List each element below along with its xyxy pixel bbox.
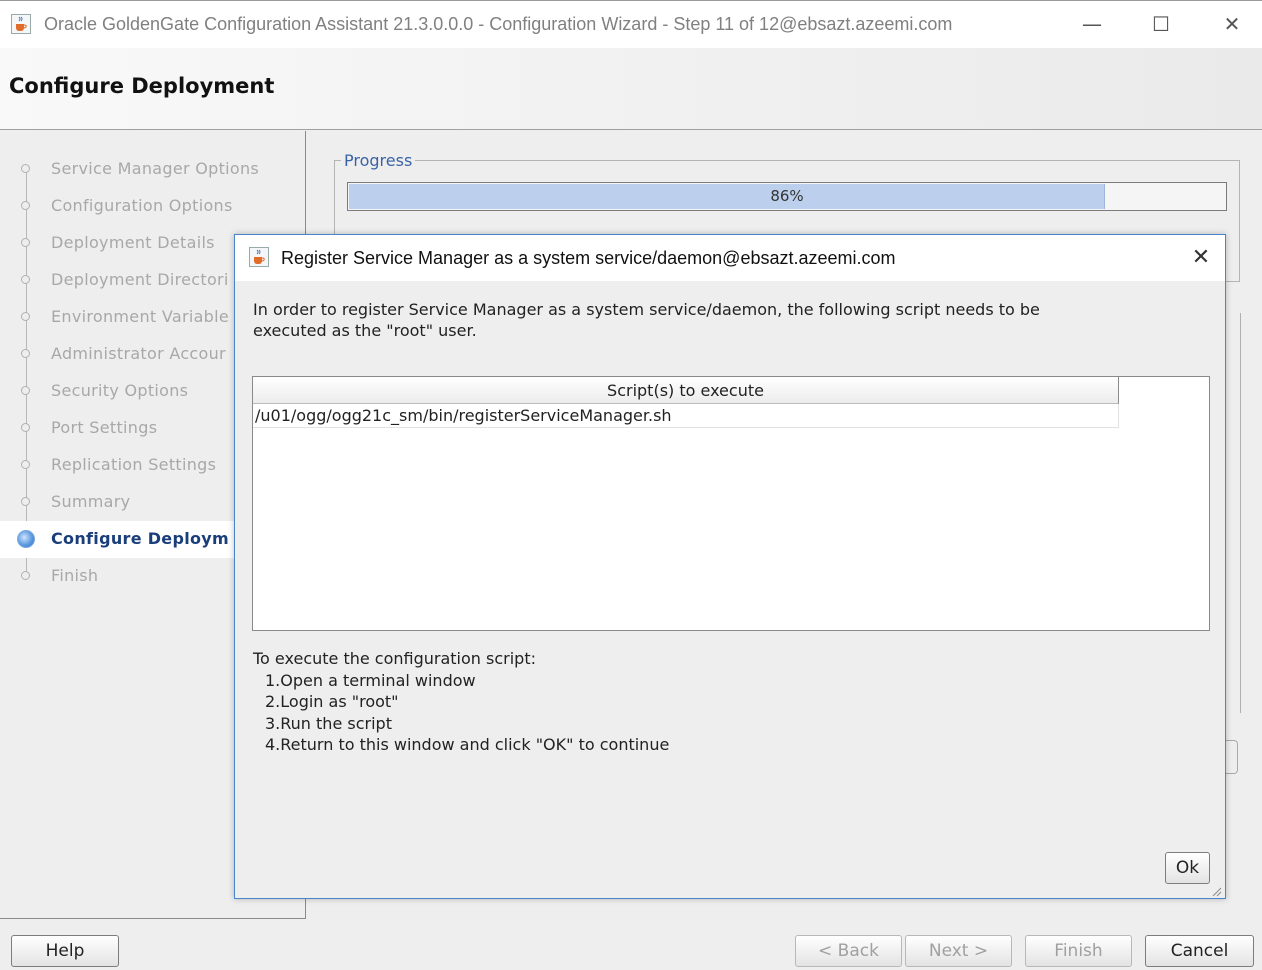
help-label: Help xyxy=(45,941,85,961)
help-button[interactable] xyxy=(11,935,119,967)
nav-step-label: Service Manager Options xyxy=(51,159,260,178)
dialog-title: Register Service Manager as a system service/daemon@ebsazt.azeemi.com xyxy=(281,248,896,268)
back-label: < Back xyxy=(818,941,879,961)
column-header-scripts[interactable]: Script(s) to execute xyxy=(253,377,1119,404)
step-marker-icon xyxy=(21,386,30,395)
cancel-button[interactable] xyxy=(1145,935,1254,967)
instruction-step: 1.Open a terminal window xyxy=(265,670,476,690)
step-marker-icon xyxy=(21,312,30,321)
current-step-icon xyxy=(17,530,35,548)
nav-step-label: Port Settings xyxy=(51,418,158,437)
step-marker-icon xyxy=(21,238,30,247)
progress-percent: 86% xyxy=(770,187,804,205)
nav-step-label: Configuration Options xyxy=(51,196,233,215)
ok-button[interactable] xyxy=(1165,852,1210,884)
step-marker-icon xyxy=(21,423,30,432)
step-marker-icon xyxy=(21,164,30,173)
page-title: Configure Deployment xyxy=(9,74,275,98)
dialog-title-bar[interactable] xyxy=(235,235,1225,281)
java-cup-icon xyxy=(249,247,269,267)
nav-step-label: Configure Deploym xyxy=(51,529,229,548)
cancel-label: Cancel xyxy=(1170,941,1229,961)
step-marker-icon xyxy=(21,497,30,506)
nav-step-label: Environment Variable xyxy=(51,307,230,326)
details-button[interactable] xyxy=(1226,740,1238,774)
nav-step-label: Deployment Details xyxy=(51,233,215,252)
back-button[interactable] xyxy=(795,935,902,967)
nav-step-label: Replication Settings xyxy=(51,455,217,474)
java-cup-icon xyxy=(11,14,31,34)
table-row[interactable]: /u01/ogg/ogg21c_sm/bin/registerServiceManager.sh xyxy=(253,404,1119,428)
next-label: Next > xyxy=(928,941,989,961)
nav-step-label: Finish xyxy=(51,566,99,585)
status-log-area xyxy=(1225,313,1241,713)
finish-button[interactable] xyxy=(1025,935,1132,967)
ok-label: Ok xyxy=(1175,858,1200,878)
close-icon[interactable]: ✕ xyxy=(1223,12,1241,36)
instructions-title: To execute the configuration script: xyxy=(253,649,536,668)
register-service-dialog xyxy=(234,234,1226,899)
finish-label: Finish xyxy=(1054,941,1103,961)
minimize-icon[interactable]: — xyxy=(1082,12,1102,36)
window-title: Oracle GoldenGate Configuration Assistant 21.3.0.0.0 - Configuration Wizard - Step 11 of 12@ebsazt.azeemi.com xyxy=(44,14,953,34)
dialog-message: In order to register Service Manager as a system service/daemon, the following script needs to be executed as the "root" user. xyxy=(253,300,1040,340)
instruction-step: 4.Return to this window and click "OK" to continue xyxy=(265,735,670,754)
nav-step xyxy=(0,188,306,225)
instructions xyxy=(253,648,669,756)
nav-step-label: Summary xyxy=(51,492,131,511)
nav-step-label: Administrator Accour xyxy=(51,344,226,363)
resize-grip-icon[interactable] xyxy=(1210,883,1222,895)
step-marker-icon xyxy=(21,460,30,469)
window-title-bar[interactable] xyxy=(0,0,1262,48)
nav-step-label: Security Options xyxy=(51,381,189,400)
progress-group-title: Progress xyxy=(341,151,415,170)
maximize-icon[interactable]: ☐ xyxy=(1152,12,1170,36)
nav-step xyxy=(0,151,306,188)
next-button[interactable] xyxy=(905,935,1012,967)
step-marker-icon xyxy=(21,571,30,580)
nav-step-label: Deployment Directori xyxy=(51,270,229,289)
instruction-step: 2.Login as "root" xyxy=(265,692,399,711)
close-icon[interactable]: ✕ xyxy=(1191,245,1211,270)
step-marker-icon xyxy=(21,201,30,210)
step-marker-icon xyxy=(21,275,30,284)
scripts-table[interactable] xyxy=(252,376,1210,631)
instruction-step: 3.Run the script xyxy=(265,713,392,733)
step-marker-icon xyxy=(21,349,30,358)
progress-bar xyxy=(347,182,1227,211)
